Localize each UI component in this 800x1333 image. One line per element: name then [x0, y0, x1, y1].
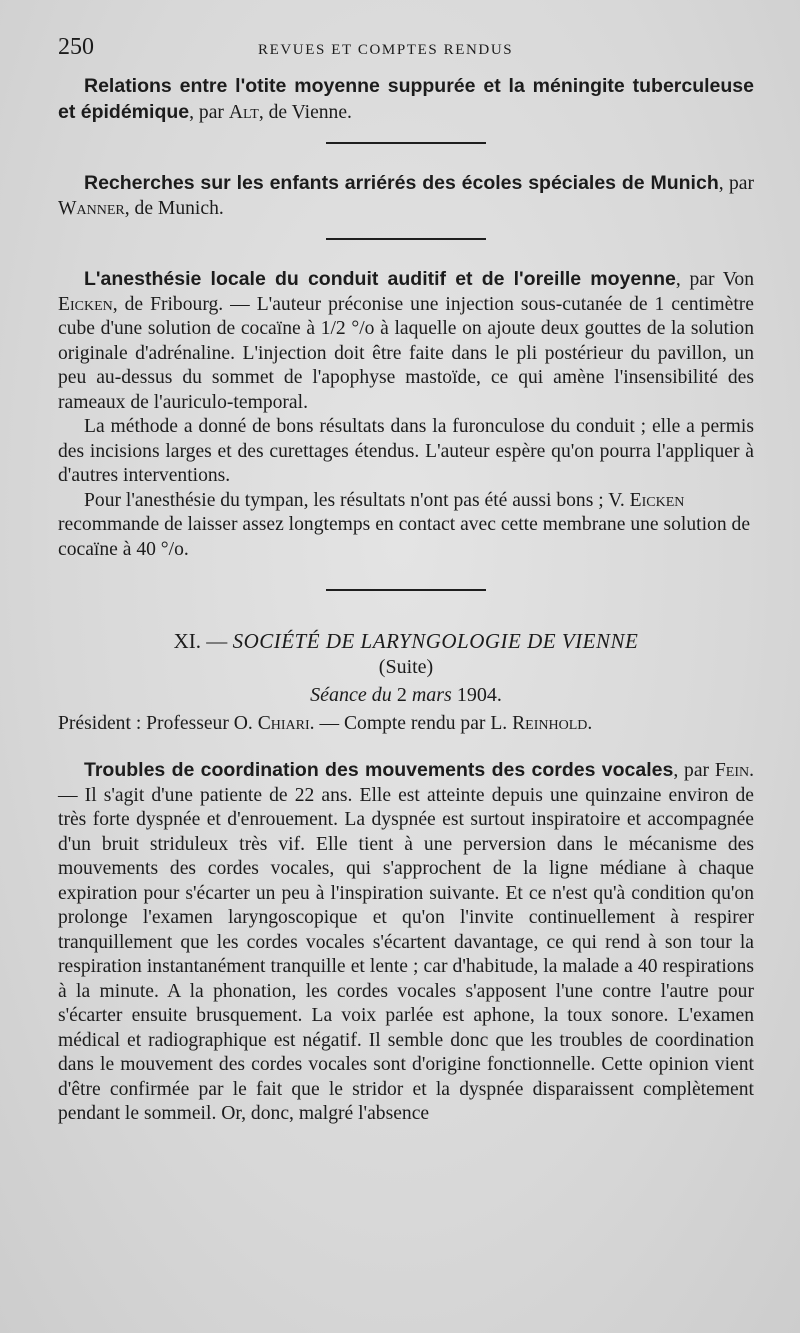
article-place: , de Munich. [124, 197, 224, 219]
president-line [58, 710, 754, 738]
article-author: Eicken [629, 489, 685, 511]
article-byline: , par [673, 760, 715, 781]
article-relations-otite [58, 74, 754, 125]
section-heading [58, 628, 754, 654]
reporter-name: Reinhold [512, 713, 588, 734]
article-byline: , par Von [675, 269, 754, 290]
article-title: Recherches sur les enfants arriérés des écoles spéciales de Munich [84, 172, 719, 194]
seance-day: 2 [396, 684, 407, 706]
article-enfants-arrieres [58, 171, 754, 221]
article-troubles-coordination [58, 758, 754, 1127]
article-place: , de Vienne. [258, 101, 352, 123]
article-title: Troubles de coordination des mouvements des cordes vocales [84, 759, 674, 781]
article-body: . — Il s'agit d'une patiente de 22 ans. Elle est atteinte depuis une quinzaine environ de très forte dyspnée et d'enrouement. La dyspnée est surtout inspiratoire et accompagnée d'un bruit striduleux très vif. Elle tient à une perversion dans le mécanisme des mouvements des cordes vocales, qui s'approchent de la ligne médiane à chaque expiration pour s'écarter un peu à l'inspiration suivante. Et ce n'est qu'à condition qu'on prolonge l'examen laryngoscopique et qu'on l'invite continuellement à respirer tranquillement que les cordes vocales s'écartent davantage, ce qui rend à son tour la respiration instantanément tranquille et lente ; car d'habitude, la malade a 40 respirations à la minute. A la phonation, les cordes vocales s'apposent l'une contre l'autre pour s'écarter ensuite brusquement. La voix parlée est aphone, la toux sonore. L'examen médical et radiographique est négatif. Il semble donc que les troubles de coordination dans le mouvement des cordes vocales sont d'origine fonctionnelle. Cette opinion vient d'être confirmée par le fait que le stridor et la dyspnée disparaissent complètement pendant le sommeil. Or, donc, malgré l'absence [58, 760, 755, 1124]
president-name: Chiari [257, 713, 310, 734]
seance-prefix: Séance du [310, 684, 397, 706]
article-byline: , par [189, 101, 229, 123]
page-number: 250 [58, 34, 94, 60]
article-body: , de Fribourg. — L'auteur préconise une injection sous-cutanée de 1 centimètre cube d'une solution de cocaïne à 1/2 °/o à laquelle on ajoute deux gouttes de la solution originale d'adrénaline. L'injection doit être faite dans le pli postérieur du pavillon, un peu au-dessus du sommet de l'apophyse mastoïde, ce qui amène l'insensibilité des rameaux de l'auriculo-temporal. [58, 293, 754, 413]
section-title: SOCIÉTÉ DE LARYNGOLOGIE DE VIENNE [232, 629, 639, 653]
separator-rule [326, 142, 486, 144]
seance-date [58, 680, 754, 710]
separator-rule [326, 589, 486, 591]
article-author: Wanner [58, 197, 125, 219]
article-anesthesie-locale [58, 267, 754, 415]
paragraph-text: Pour l'anesthésie du tympan, les résultats n'ont pas été aussi bons ; V. [84, 489, 630, 511]
article-title: L'anesthésie locale du conduit auditif et de l'oreille moyenne [84, 268, 676, 290]
reporter-suffix: . [587, 713, 593, 734]
section-suite: (Suite) [378, 656, 434, 678]
president-prefix: Président : Professeur O. [58, 713, 258, 734]
running-head [58, 34, 754, 74]
separator-rule [326, 238, 486, 240]
article-author: Eicken [58, 293, 113, 315]
article-paragraph [58, 489, 754, 563]
article-byline: , par [718, 173, 754, 194]
article-title: Relations entre l'otite moyenne suppurée et la méningite tuberculeuse et épidémique [58, 75, 754, 123]
article-paragraph: La méthode a donné de bons résultats dans la furonculose du conduit ; elle a permis des incisions larges et des curettages étendus. L'auteur espère qu'on pourra l'appliquer à d'autres interventions. [58, 416, 754, 486]
section-number: XI. — [173, 629, 233, 653]
seance-year: 1904. [456, 684, 502, 706]
article-author: Alt [228, 101, 259, 123]
paragraph-text: recommande de laisser assez longtemps en contact avec cette membrane une solution de cocaïne à 40 °/o. [58, 514, 751, 560]
journal-title: REVUES ET COMPTES RENDUS [258, 42, 514, 58]
seance-month: mars [406, 684, 457, 706]
article-author: Fein [714, 760, 750, 781]
reporter-prefix: . — Compte rendu par L. [309, 713, 513, 734]
